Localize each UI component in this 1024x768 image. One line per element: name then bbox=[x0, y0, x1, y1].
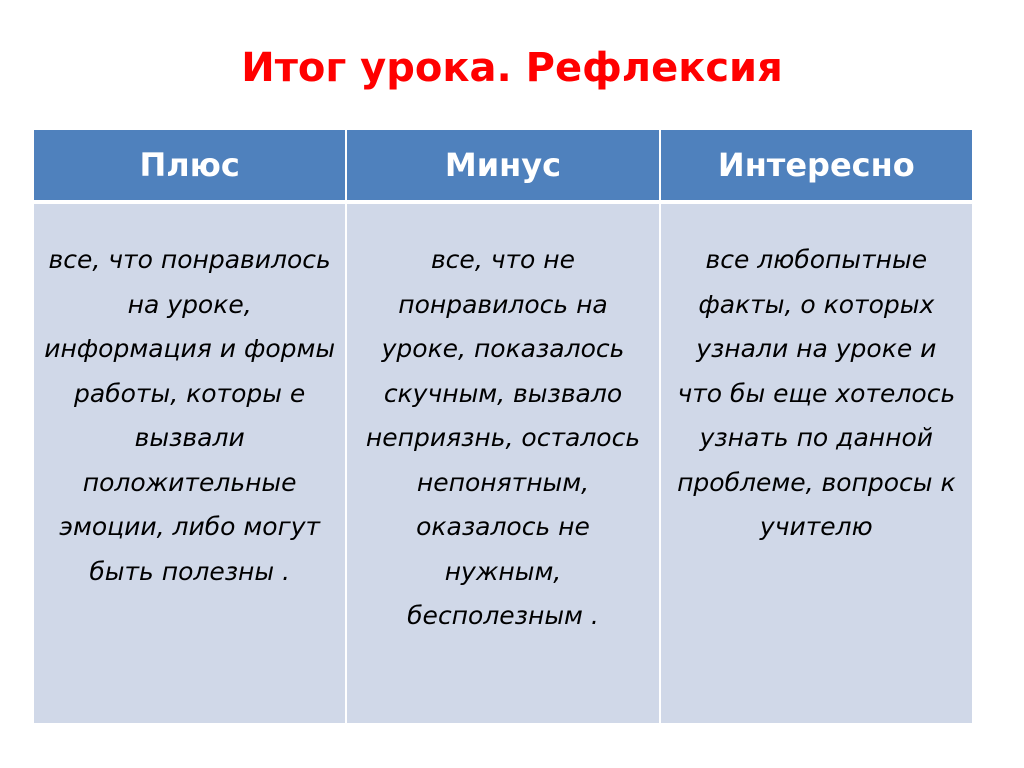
column-header-minus: Минус bbox=[346, 129, 659, 202]
column-header-interesting: Интересно bbox=[660, 129, 973, 202]
interesting-cell bbox=[660, 202, 973, 724]
table-header-row bbox=[33, 129, 973, 202]
plus-cell bbox=[33, 202, 346, 724]
slide-title: Итог урока. Рефлексия bbox=[241, 45, 783, 91]
column-header-plus: Плюс bbox=[33, 129, 346, 202]
plus-description: все, что понравилось на уроке, информация и формы работы, которы е вызвали положительные эмоции, либо могут быть полезны . bbox=[44, 245, 336, 586]
reflection-table bbox=[32, 128, 974, 725]
minus-description: все, что не понравилось на уроке, показалось скучным, вызвало неприязнь, осталось непонятным, оказалось не нужным, бесполезным . bbox=[365, 245, 641, 630]
interesting-description: все любопытные факты, о которых узнали на уроке и что бы еще хотелось узнать по данной проблеме, вопросы к учителю bbox=[677, 245, 956, 541]
table-row bbox=[33, 202, 973, 724]
minus-cell bbox=[346, 202, 659, 724]
